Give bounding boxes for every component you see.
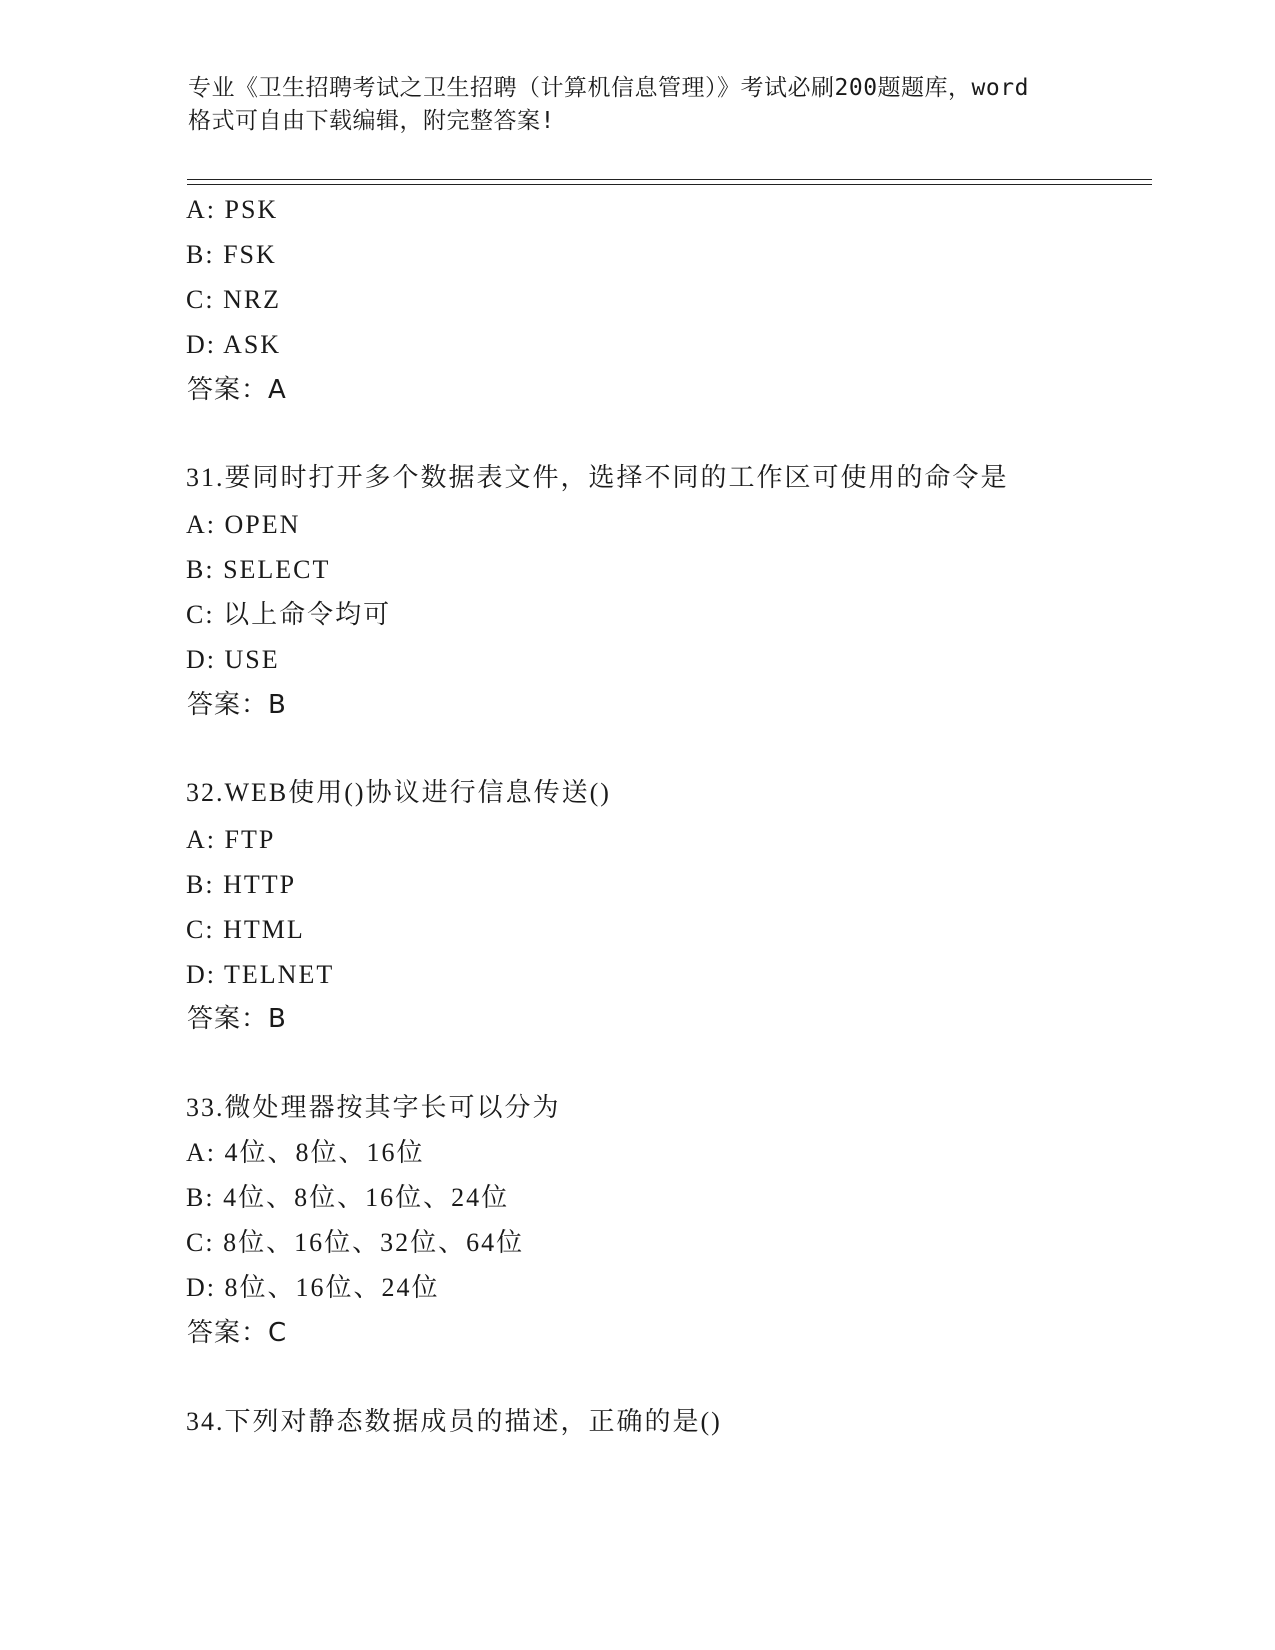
q32-question: 32.WEB使用()协议进行信息传送(): [186, 778, 611, 807]
q33-option-c: C: 8位、16位、32位、64位: [186, 1228, 525, 1257]
q33-question: 33.微处理器按其字长可以分为: [186, 1093, 561, 1122]
q32-option-c: C: HTML: [186, 915, 305, 944]
q30-option-d: D: ASK: [186, 330, 282, 359]
q31-option-d: D: USE: [186, 645, 280, 674]
q32-option-d: D: TELNET: [186, 960, 335, 989]
q30-option-b: B: FSK: [186, 240, 277, 269]
q31-option-a: A: OPEN: [186, 510, 301, 539]
q34-question: 34.下列对静态数据成员的描述，正确的是(): [186, 1407, 722, 1436]
q30-answer: 答案：A: [187, 375, 287, 405]
q33-option-a: A: 4位、8位、16位: [186, 1138, 425, 1167]
q32-option-a: A: FTP: [186, 825, 276, 854]
header-line-2: 格式可自由下载编辑，附完整答案!: [188, 108, 555, 134]
q32-answer: 答案：B: [187, 1004, 287, 1034]
q33-option-d: D: 8位、16位、24位: [186, 1273, 440, 1302]
q33-answer: 答案：C: [187, 1318, 288, 1348]
q31-answer: 答案：B: [187, 690, 287, 720]
q31-option-c: C: 以上命令均可: [186, 600, 392, 629]
document-header: [188, 72, 1088, 138]
q30-option-c: C: NRZ: [186, 285, 282, 314]
q31-question: 31.要同时打开多个数据表文件，选择不同的工作区可使用的命令是: [186, 463, 1009, 492]
header-line-1: 专业《卫生招聘考试之卫生招聘（计算机信息管理）》考试必刷200题题库，word: [188, 75, 1029, 101]
header-divider-bottom: [187, 184, 1152, 185]
q33-option-b: B: 4位、8位、16位、24位: [186, 1183, 510, 1212]
q30-option-a: A: PSK: [186, 195, 279, 224]
q31-option-b: B: SELECT: [186, 555, 331, 584]
header-divider-top: [187, 179, 1152, 180]
q32-option-b: B: HTTP: [186, 870, 297, 899]
